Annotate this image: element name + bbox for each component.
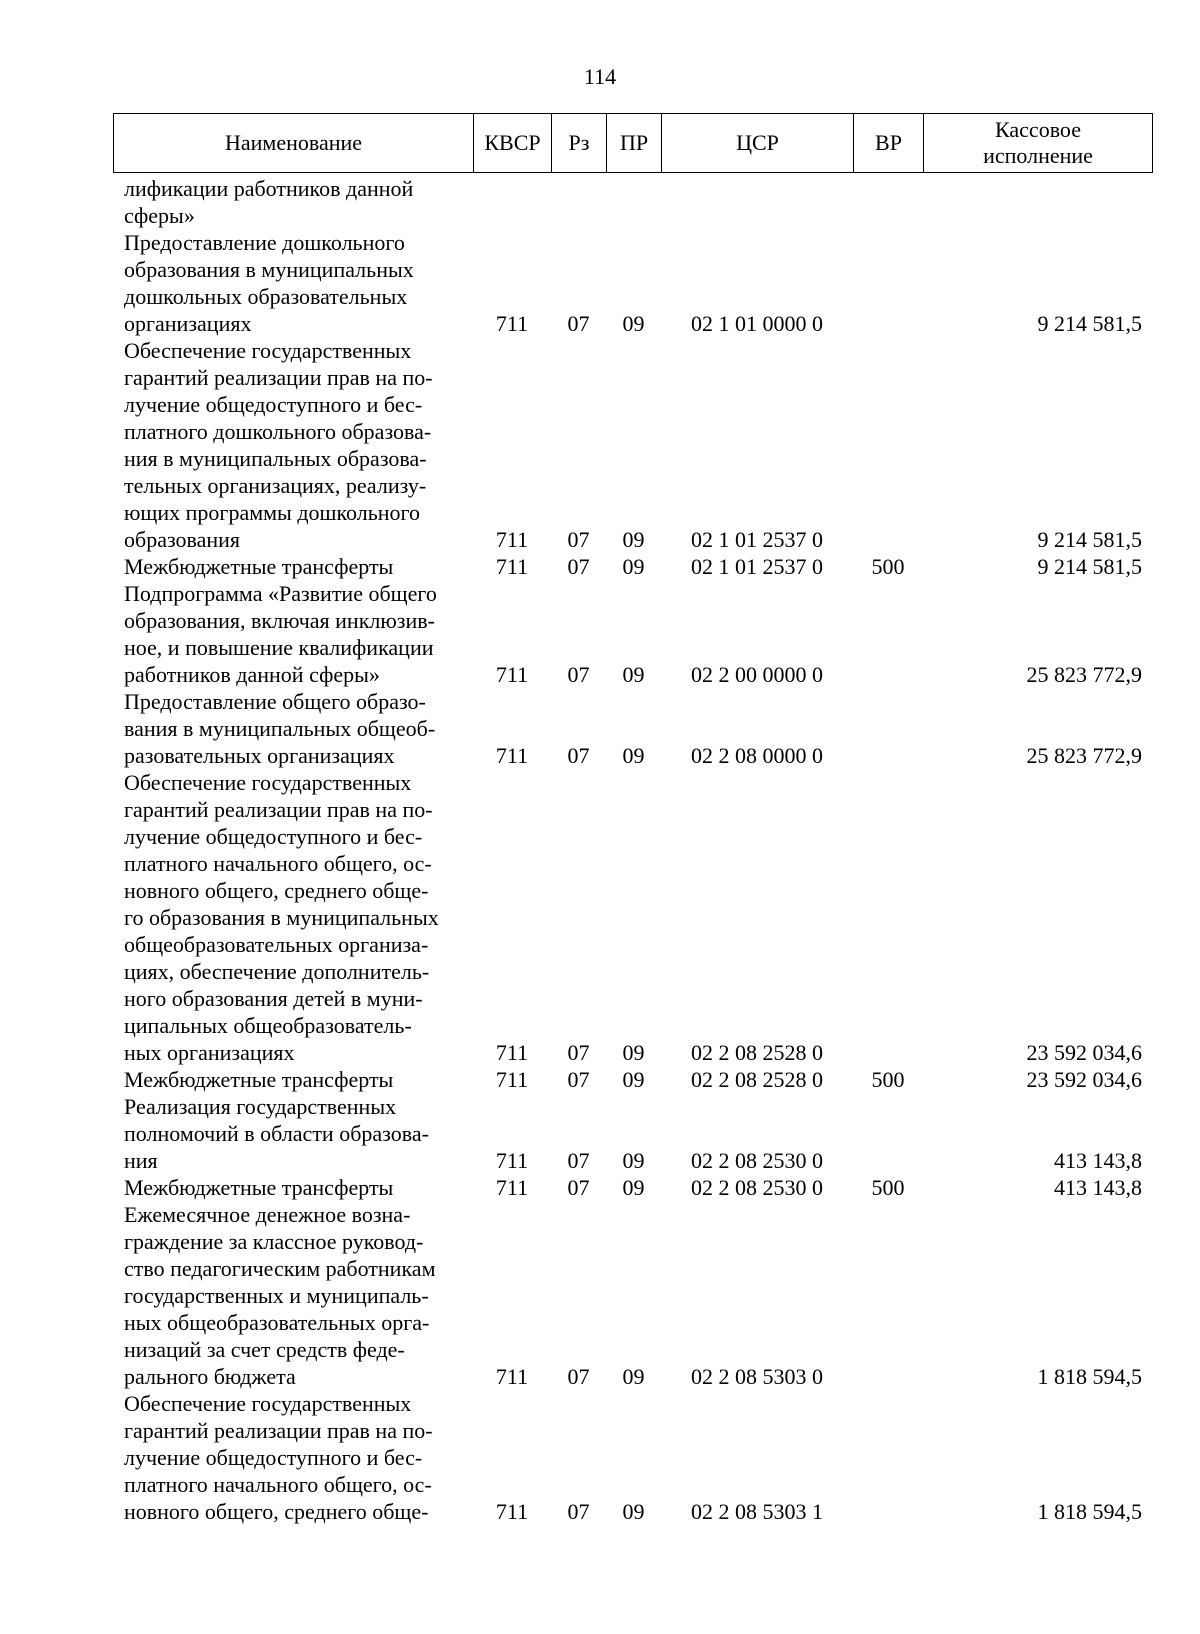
row-pr [606, 175, 661, 229]
row-kvsr: 711 [495, 1364, 529, 1389]
row-vr [853, 1201, 923, 1390]
header-sum: Кассовое исполнение [924, 114, 1153, 173]
row-vr: 500 [871, 1067, 905, 1092]
row-sum: 9 214 581,5 [1037, 311, 1142, 336]
row-kvsr: 711 [495, 1175, 529, 1200]
table-row [113, 769, 1152, 1066]
row-pr: 09 [622, 1067, 645, 1092]
row-csr: 02 2 08 2530 0 [691, 1148, 823, 1173]
table-row [113, 1174, 1152, 1201]
row-pr: 09 [622, 527, 645, 552]
header-pr: ПР [607, 114, 662, 173]
row-vr [853, 229, 923, 337]
row-vr [853, 688, 923, 769]
row-vr [853, 175, 923, 229]
row-name: Реализация государственных полномочий в области образова- ния [124, 1094, 429, 1173]
table-row [113, 1066, 1152, 1093]
row-pr: 09 [622, 1499, 645, 1524]
table-row [113, 1390, 1152, 1525]
row-kvsr: 711 [495, 662, 529, 687]
row-rz [551, 175, 606, 229]
row-csr: 02 2 08 2528 0 [691, 1040, 823, 1065]
table-row [113, 337, 1152, 553]
row-name: Обеспечение государственных гарантий реализации прав на по- лучение общедоступного и бес- платного дошкольного образова- ния в муниципальных образова- тельных организациях, реализу- ющих программы дошкольного образования [124, 338, 433, 552]
row-sum: 1 818 594,5 [1037, 1499, 1142, 1524]
row-pr: 09 [622, 1175, 645, 1200]
row-sum: 413 143,8 [1054, 1148, 1142, 1173]
row-rz: 07 [567, 662, 590, 687]
row-csr: 02 2 00 0000 0 [691, 662, 823, 687]
row-name: Межбюджетные трансферты [124, 1175, 394, 1200]
row-pr: 09 [622, 1040, 645, 1065]
row-rz: 07 [567, 1499, 590, 1524]
table-row [113, 688, 1152, 769]
row-kvsr: 711 [495, 1148, 529, 1173]
table-row [113, 1093, 1152, 1174]
row-csr [661, 175, 853, 229]
row-name: Обеспечение государственных гарантий реализации прав на по- лучение общедоступного и бес- платного начального общего, ос- новного общего, среднего обще- го образования в муниципальных общеобразовательных организа- циях, обеспечение дополнитель- ного образования детей в муни- ципальных общеобразователь- ных организациях [124, 770, 439, 1065]
row-pr: 09 [622, 311, 645, 336]
header-rz: Рз [552, 114, 607, 173]
row-kvsr: 711 [495, 1067, 529, 1092]
row-kvsr: 711 [495, 1499, 529, 1524]
header-vr: ВР [854, 114, 924, 173]
row-name: Предоставление дошкольного образования в муниципальных дошкольных образовательных организациях [124, 230, 414, 336]
row-csr: 02 2 08 2528 0 [691, 1067, 823, 1092]
row-kvsr [473, 175, 551, 229]
row-vr: 500 [871, 554, 905, 579]
row-sum: 23 592 034,6 [1026, 1067, 1142, 1092]
row-pr: 09 [622, 554, 645, 579]
row-rz: 07 [567, 554, 590, 579]
budget-table [113, 175, 1152, 1525]
row-sum: 413 143,8 [1054, 1175, 1142, 1200]
row-sum: 9 214 581,5 [1037, 527, 1142, 552]
row-csr: 02 1 01 0000 0 [691, 311, 823, 336]
row-pr: 09 [622, 743, 645, 768]
row-sum: 23 592 034,6 [1026, 1040, 1142, 1065]
table-row [113, 1201, 1152, 1390]
row-vr [853, 1093, 923, 1174]
row-rz: 07 [567, 311, 590, 336]
row-vr [853, 337, 923, 553]
row-sum [923, 175, 1152, 229]
row-name: Обеспечение государственных гарантий реализации прав на по- лучение общедоступного и бес- платного начального общего, ос- новного общего, среднего обще- [124, 1391, 433, 1524]
row-kvsr: 711 [495, 554, 529, 579]
table-row [113, 175, 1152, 229]
row-rz: 07 [567, 527, 590, 552]
row-name: Ежемесячное денежное возна- граждение за классное руковод- ство педагогическим работникам государственных и муниципаль- ных общеобразовательных орга- низаций за счет средств феде- рального бюджета [124, 1202, 436, 1389]
header-csr: ЦСР [662, 114, 854, 173]
row-sum: 25 823 772,9 [1026, 662, 1142, 687]
row-kvsr: 711 [495, 527, 529, 552]
page-number: 114 [583, 64, 617, 89]
row-vr: 500 [871, 1175, 905, 1200]
row-pr: 09 [622, 662, 645, 687]
row-csr: 02 2 08 0000 0 [691, 743, 823, 768]
table-row [113, 580, 1152, 688]
row-pr: 09 [622, 1364, 645, 1389]
table-header [113, 113, 1153, 173]
row-name: Подпрограмма «Развитие общего образования, включая инклюзив- ное, и повышение квалификации работников данной сферы» [124, 581, 437, 687]
row-csr: 02 2 08 5303 1 [691, 1499, 823, 1524]
row-rz: 07 [567, 1148, 590, 1173]
row-name: лификации работников данной сферы» [124, 176, 414, 228]
table-row [113, 229, 1152, 337]
row-kvsr: 711 [495, 1040, 529, 1065]
row-name: Межбюджетные трансферты [124, 1067, 394, 1092]
row-vr [853, 580, 923, 688]
row-csr: 02 2 08 2530 0 [691, 1175, 823, 1200]
table-row [113, 553, 1152, 580]
row-vr [853, 1390, 923, 1525]
row-rz: 07 [567, 1364, 590, 1389]
header-kvsr: КВСР [474, 114, 552, 173]
row-kvsr: 711 [495, 743, 529, 768]
row-name: Межбюджетные трансферты [124, 554, 394, 579]
row-csr: 02 1 01 2537 0 [691, 527, 823, 552]
row-vr [853, 769, 923, 1066]
row-sum: 9 214 581,5 [1037, 554, 1142, 579]
header-name: Наименование [114, 114, 474, 173]
row-csr: 02 1 01 2537 0 [691, 554, 823, 579]
row-rz: 07 [567, 1040, 590, 1065]
row-pr: 09 [622, 1148, 645, 1173]
row-sum: 25 823 772,9 [1026, 743, 1142, 768]
row-sum: 1 818 594,5 [1037, 1364, 1142, 1389]
row-rz: 07 [567, 743, 590, 768]
row-name: Предоставление общего образо- вания в муниципальных общеоб- разовательных организациях [124, 689, 436, 768]
row-rz: 07 [567, 1067, 590, 1092]
row-rz: 07 [567, 1175, 590, 1200]
row-csr: 02 2 08 5303 0 [691, 1364, 823, 1389]
row-kvsr: 711 [495, 311, 529, 336]
